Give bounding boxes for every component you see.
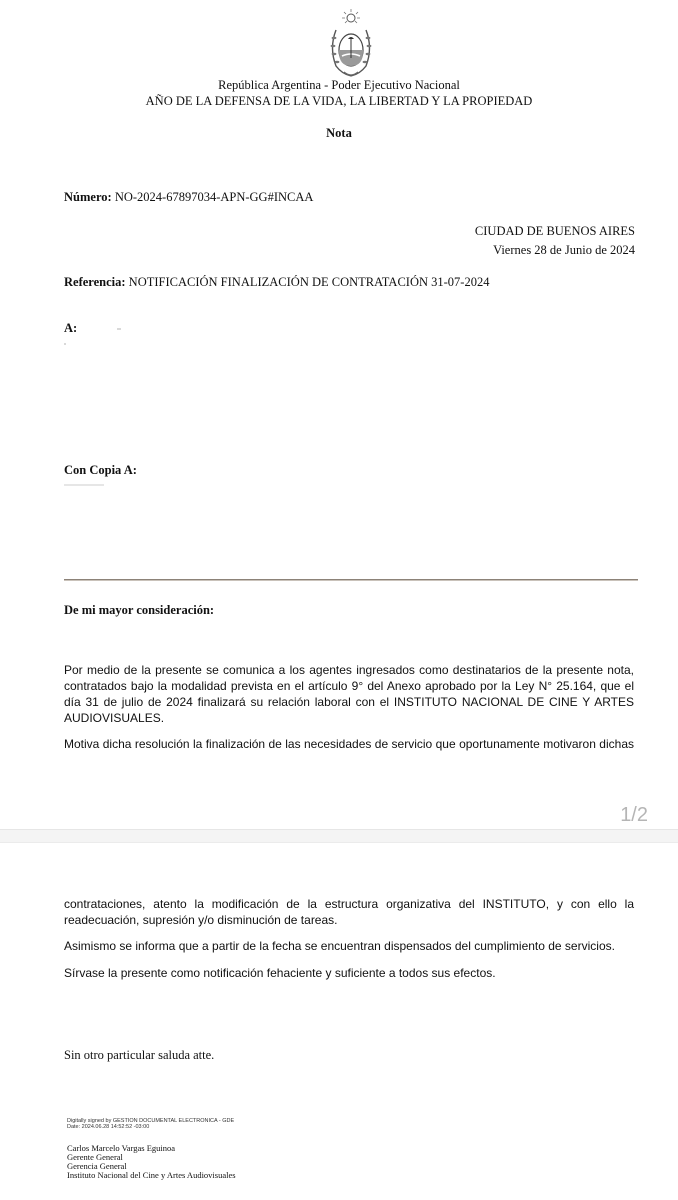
salutation: De mi mayor consideración: [64, 603, 215, 617]
body-paragraph-1: Por medio de la presente se comunica a los agentes ingresados como destinatarios de la presente nota, contratados bajo la modalidad prevista en el artículo 9° del Anexo aprobado por la Ley N° 25.164, que el día 31 de julio de 2024 finalizará su relación laboral con el INSTITUTO NACIONAL DE CINE Y ARTES AUDIOVISUALES. [64, 663, 634, 725]
document-type-title: Nota [326, 126, 352, 140]
body-paragraph-4: Asimismo se informa que a partir de la fecha se encuentran dispensados del cumplimiento de servicios. [64, 939, 615, 953]
signer-institution: Instituto Nacional del Cine y Artes Audiovisuales [67, 1170, 236, 1180]
redacted-copy-to [64, 484, 104, 486]
reference [64, 275, 489, 290]
numero-label: Número: [64, 190, 112, 204]
header-line-institution: República Argentina - Poder Ejecutivo Nacional [218, 78, 460, 92]
signer-office: Gerencia General [67, 1161, 127, 1171]
referencia-value: NOTIFICACIÓN FINALIZACIÓN DE CONTRATACIÓN 31-07-2024 [128, 275, 490, 289]
page-indicator: 1/2 [620, 804, 648, 826]
signature-stamp-date: Date: 2024.06.28 14:52:52 -03:00 [67, 1124, 150, 1130]
city: CIUDAD DE BUENOS AIRES [474, 224, 635, 238]
referencia-label: Referencia: [64, 275, 126, 289]
copy-to-label: Con Copia A: [64, 463, 137, 477]
body-paragraph-2: Motiva dicha resolución la finalización de las necesidades de servicio que oportunamente motivaron dichas [64, 737, 634, 751]
date: Viernes 28 de Junio de 2024 [493, 243, 635, 257]
closing-line: Sin otro particular saluda atte. [64, 1048, 215, 1062]
numero-value: NO-2024-67897034-APN-GG#INCAA [114, 190, 314, 204]
header-line-year-motto: AÑO DE LA DEFENSA DE LA VIDA, LA LIBERTAD Y LA PROPIEDAD [145, 94, 533, 108]
redacted-recipient [117, 328, 121, 330]
body-paragraph-3: contrataciones, atento la modificación de la estructura organizativa del INSTITUTO, y con ello la readecuación, supresión y/o disminución de tareas. [64, 897, 634, 927]
document-number [64, 190, 313, 205]
recipient-label: A: [64, 321, 78, 335]
section-divider [64, 579, 638, 581]
digital-signature-stamp [67, 1118, 234, 1130]
signer-block [67, 1144, 236, 1180]
signer-role: Gerente General [67, 1152, 123, 1162]
redacted-recipient-detail [64, 343, 66, 345]
signature-stamp-line: Digitally signed by GESTION DOCUMENTAL ELECTRONICA - GDE [67, 1118, 235, 1124]
body-paragraph-5: Sírvase la presente como notificación fehaciente y suficiente a todos sus efectos. [64, 966, 496, 980]
page-break [0, 829, 678, 843]
signer-name: Carlos Marcelo Vargas Eguinoa [67, 1143, 176, 1153]
national-coat-of-arms-icon [326, 8, 376, 80]
